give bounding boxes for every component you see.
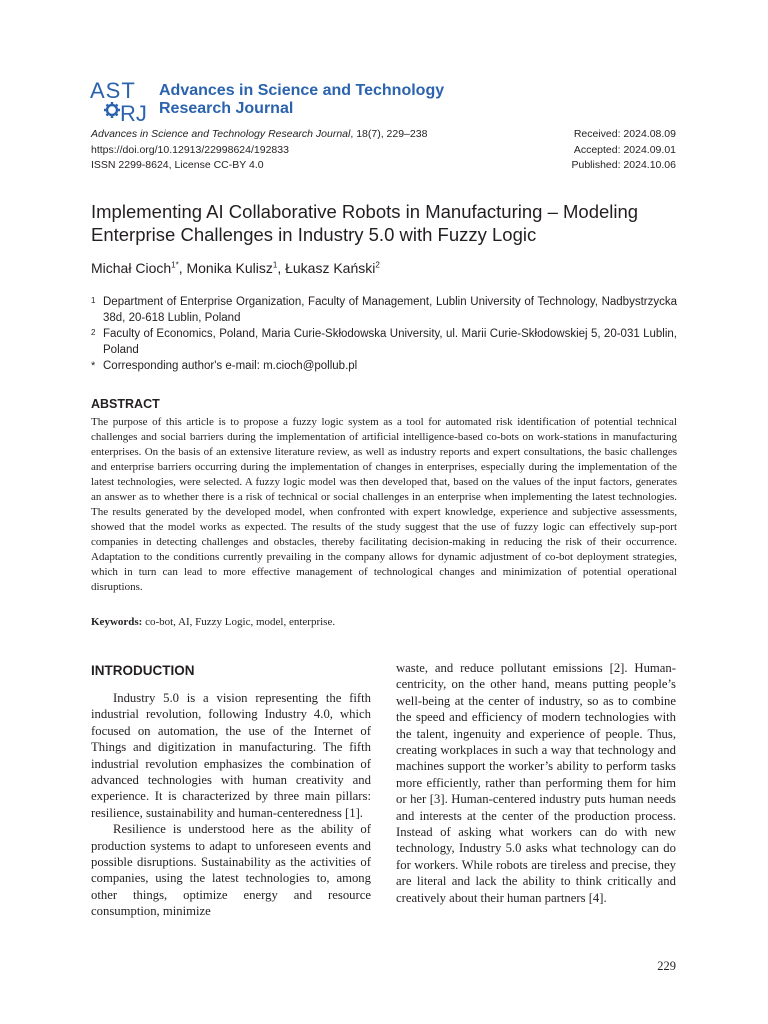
logo-text-top: AST xyxy=(90,78,136,103)
author-name: Monika Kulisz xyxy=(186,260,273,276)
gear-icon xyxy=(104,102,120,118)
article-title: Implementing AI Collaborative Robots in Manufacturing – Modeling Enterprise Challenges in Industry 5.0 with Fuzzy Logic xyxy=(91,201,639,245)
author-list xyxy=(91,259,380,277)
keywords-label: Keywords: xyxy=(91,616,143,628)
citation-line xyxy=(91,127,427,143)
corresponding-email[interactable]: Corresponding author's e-mail: m.cioch@pollub.pl xyxy=(103,360,358,372)
author-affil-mark: 1 xyxy=(272,260,278,270)
abstract-heading: ABSTRACT xyxy=(91,397,160,411)
author-affil-mark: 1* xyxy=(171,260,179,270)
body-paragraph: Resilience is understood here as the ability of production systems to adapt to unforeseen events and possible disruptions. Sustainability as the activities of companies, using the latest technologies to, among other things, optimize energy and resource consumption, minimize xyxy=(91,822,371,919)
journal-name xyxy=(159,82,444,118)
corresponding-author xyxy=(91,358,677,374)
body-paragraph: Industry 5.0 is a vision representing the fifth industrial revolution, following Industry 4.0, which focused on automation, the use of the Internet of Things and digitization in manufacturing. The fifth industrial revolution emphasizes the combination of advanced technologies with human creativity and experience. It is characterized by three main pillars: resilience, sustainability and human-centeredness [1]. xyxy=(91,691,371,820)
dates-block xyxy=(571,127,676,174)
section-heading-introduction: INTRODUCTION xyxy=(91,663,195,678)
affiliation-text: Department of Enterprise Organization, Faculty of Management, Lublin University of Technology, Nadbystrzycka 38d, 20-618 Lublin, Poland xyxy=(103,296,677,324)
journal-name-line2: Research Journal xyxy=(159,100,294,117)
keywords-text: co-bot, AI, Fuzzy Logic, model, enterprise. xyxy=(142,616,336,628)
author-name: Łukasz Kański xyxy=(285,260,376,276)
citation-block xyxy=(91,127,427,174)
published-date: Published: 2024.10.06 xyxy=(571,159,676,171)
author-separator: , xyxy=(178,260,187,276)
citation-journal: Advances in Science and Technology Research Journal xyxy=(91,128,351,140)
page-number: 229 xyxy=(657,959,676,973)
body-column-right xyxy=(396,660,676,906)
author-affil-mark: 2 xyxy=(375,260,380,270)
journal-logo xyxy=(90,78,154,124)
journal-name-line1: Advances in Science and Technology xyxy=(159,82,445,99)
affiliations xyxy=(91,294,677,374)
received-date: Received: 2024.08.09 xyxy=(573,128,676,140)
keywords xyxy=(91,615,677,630)
author-separator: , xyxy=(277,260,286,276)
affiliation-mark: * xyxy=(91,360,96,372)
body-column-left xyxy=(91,690,371,920)
affiliation-item xyxy=(91,326,677,358)
author-name: Michał Cioch xyxy=(91,260,172,276)
affiliation-item xyxy=(91,294,677,326)
doi-link[interactable]: https://doi.org/10.12913/22998624/192833 xyxy=(91,143,289,156)
affiliation-mark: 1 xyxy=(91,296,96,305)
citation-volume: , 18(7), 229–238 xyxy=(350,128,428,140)
issn-line: ISSN 2299-8624, License CC-BY 4.0 xyxy=(91,159,264,171)
logo-text-bottom: RJ xyxy=(120,101,147,124)
body-paragraph: waste, and reduce pollutant emissions [2]. Human-centricity, on the other hand, means putting people’s well-being at the center of industry, so as to combine the speed and efficiency of modern technologies with the talent, ingenuity and experience of people. Thus, creating workplaces in such a way that technology and machines support the worker’s ability to perform tasks more efficiently, rather than performing them for him or her [3]. Human-centered industry puts human needs and interests at the center of the production process. Instead of asking what workers can do with new technology, Industry 5.0 asks what technology can do for workers. While robots are tireless and precise, they are literal and lack the ability to think critically and creatively about their human partners [4]. xyxy=(396,661,676,905)
affiliation-mark: 2 xyxy=(91,328,96,337)
accepted-date: Accepted: 2024.09.01 xyxy=(573,143,676,156)
abstract-text: The purpose of this article is to propose a fuzzy logic system as a tool for automated risk identification of potential technical challenges and social barriers during the implementation of artificial intelligence-based co-bots on work-stations in manufacturing enterprises. On the basis of an extensive literature review, as well as industry reports and expert consultations, the basic challenges and enterprise barriers occurring during the implementation of changes in enterprises, especially during the implementation of the latest technologies, were selected. A fuzzy logic model was then developed that, based on the values of the input factors, generates an answer as to whether there is a risk of technical or social challenges in an enterprise when implementing the latest technologies. The results generated by the developed model, when confronted with expert knowledge, experience and subjective assessments, showed that the model works as expected. The results of the study suggest that the use of fuzzy logic can effectively sup-port companies in detecting challenges and obstacles, thereby facilitating decision-making in reducing the risk of their occurrence. Adaptation to the conditions currently prevailing in the company allows for dynamic adjustment of co-bot deployment strategies, which in turn can lead to more effective management of technological changes and minimization of potential operational disruptions. xyxy=(91,416,677,593)
affiliation-text: Faculty of Economics, Poland, Maria Curie-Skłodowska University, ul. Marii Curie-Skłodowskiej 5, 20-031 Lublin, Poland xyxy=(103,328,677,356)
